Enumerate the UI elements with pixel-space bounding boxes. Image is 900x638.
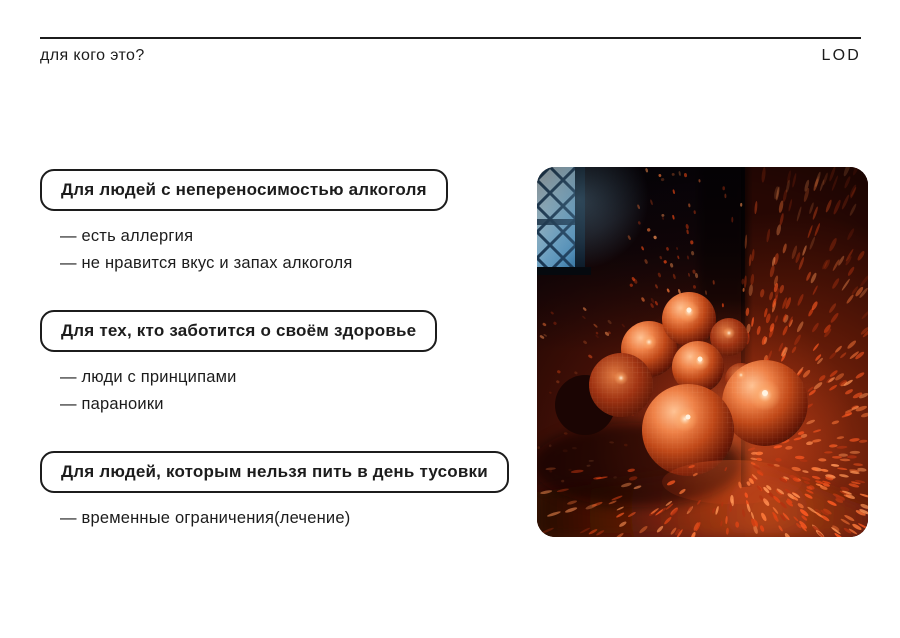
- header: [40, 47, 861, 65]
- disco-balls-photo: [537, 167, 868, 537]
- bullet-list-3: [60, 505, 520, 532]
- audience-group-1: [40, 169, 520, 277]
- audience-heading-1: Для людей с непереносимостью алкоголя: [40, 169, 448, 211]
- bullet-item: — параноики: [60, 395, 164, 413]
- bullet-item: — не нравится вкус и запах алкоголя: [60, 254, 353, 272]
- audience-list: [40, 169, 520, 565]
- bullet-item: — люди с принципами: [60, 368, 237, 386]
- audience-group-2: [40, 310, 520, 418]
- bullet-list-2: [60, 364, 520, 418]
- audience-heading-3: Для людей, которым нельзя пить в день тусовки: [40, 451, 509, 493]
- page-title: для кого это?: [40, 47, 145, 64]
- brand-logo: LOD: [821, 47, 861, 64]
- bullet-item: — временные ограничения(лечение): [60, 509, 351, 527]
- bullet-item: — есть аллергия: [60, 227, 194, 245]
- audience-heading-2: Для тех, кто заботится о своём здоровье: [40, 310, 437, 352]
- bullet-list-1: [60, 223, 520, 277]
- audience-group-3: [40, 451, 520, 532]
- header-rule: [40, 37, 861, 39]
